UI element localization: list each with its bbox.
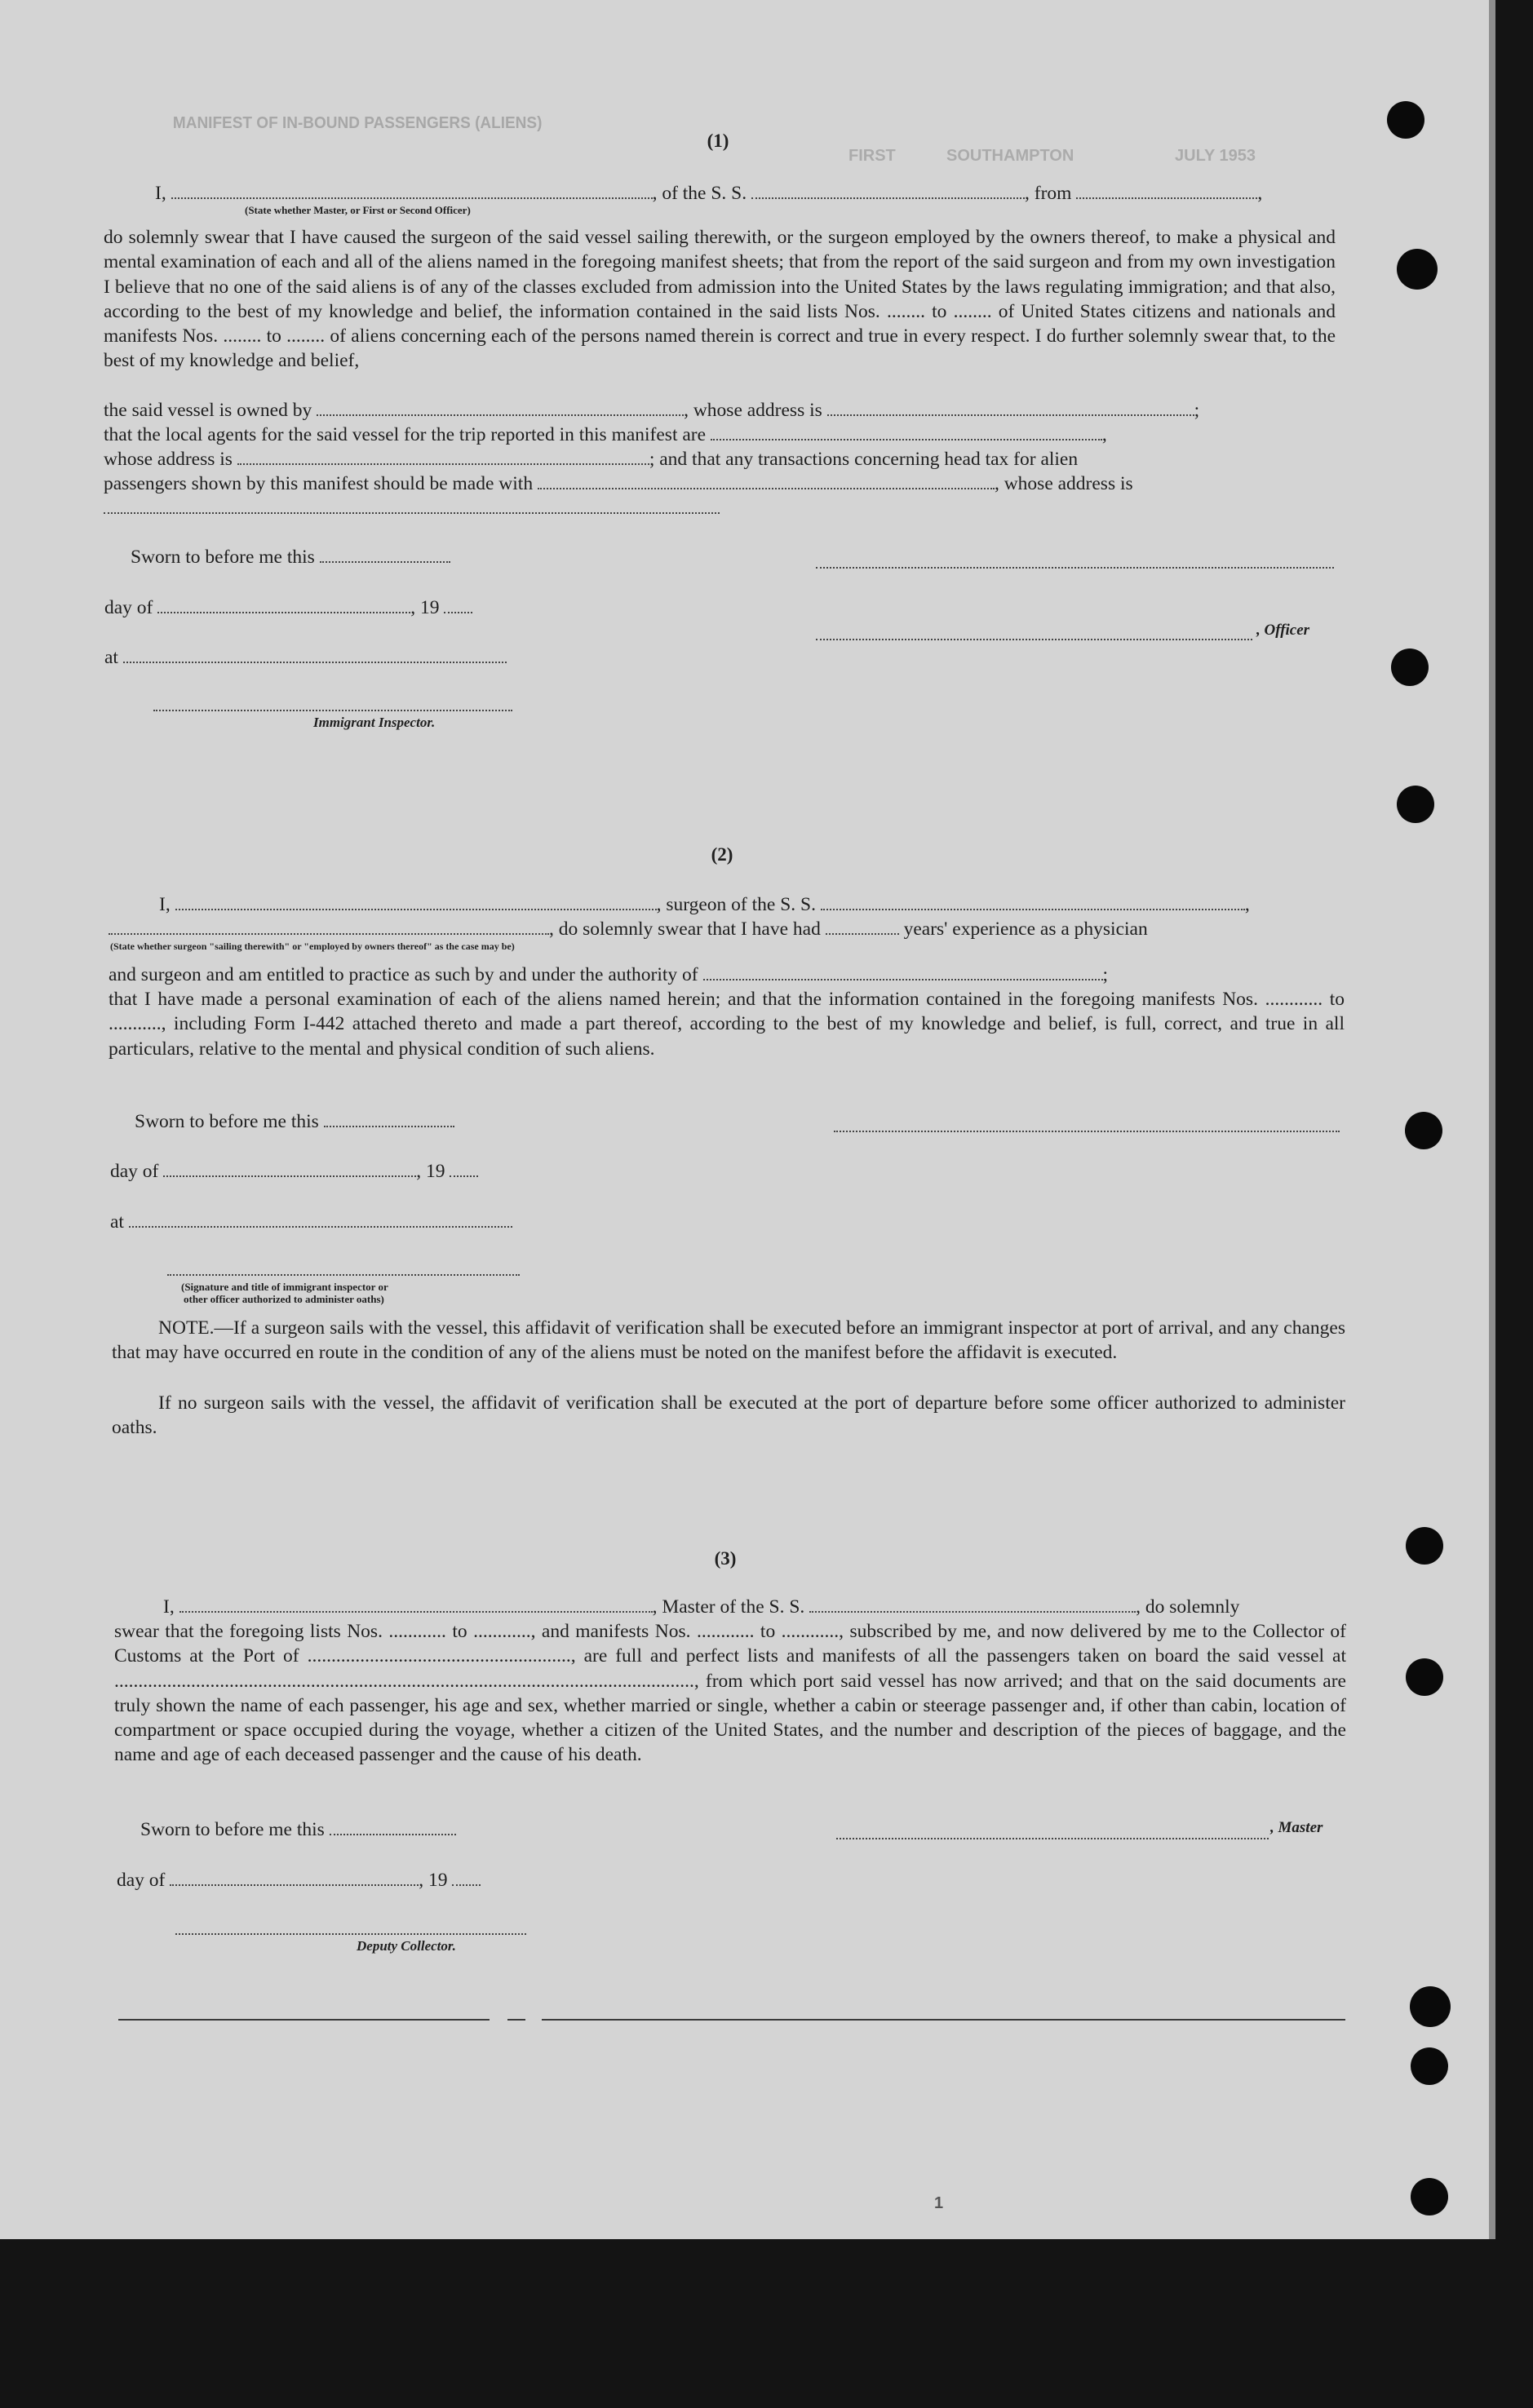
s1-from-field[interactable] [1076, 183, 1257, 199]
s2-line-2 [109, 917, 1148, 941]
s3-body [114, 1619, 1346, 1768]
s3-sworn-date-field[interactable] [330, 1819, 456, 1835]
s3-line-1 [163, 1595, 1239, 1619]
s1-headtax-line [104, 471, 1133, 496]
s1-headtax-field[interactable] [538, 473, 995, 489]
s2-note-1-text: NOTE.—If a surgeon sails with the vessel, this affidavit of verification shall be executed before an immigrant inspector at port of arrival, and any changes that may have occurred en route in the condition of any of the aliens must be noted on the manifest before the affidavit is executed. [112, 1317, 1345, 1364]
s1-officer-label: , Officer [1256, 622, 1310, 639]
s1-at-field[interactable] [123, 647, 507, 663]
s1-at [104, 645, 507, 670]
s1-address-line [104, 447, 1078, 471]
s1-agents-address-field[interactable] [237, 449, 649, 465]
s3-day-field[interactable] [170, 1870, 419, 1886]
s1-body [104, 225, 1336, 374]
punch-hole [1397, 249, 1438, 290]
punch-hole [1406, 1658, 1443, 1696]
s2-l1-c: , [1244, 894, 1250, 915]
s2-sworn-label: Sworn to before me this [135, 1111, 319, 1132]
s1-head-b: , whose address is [994, 473, 1133, 494]
s2-day [110, 1159, 478, 1184]
punch-hole [1397, 786, 1434, 823]
s3-sworn-label: Sworn to before me this [140, 1819, 325, 1840]
s1-owner-address-field[interactable] [827, 400, 1194, 416]
s2-l1-a: I, [159, 894, 171, 915]
s1-owned-c: ; [1194, 400, 1200, 421]
bottom-rule-dash [507, 2019, 525, 2021]
s2-line-1 [159, 892, 1250, 917]
s2-auth-b: ; [1102, 964, 1109, 985]
s1-l1-c: , from [1025, 183, 1072, 204]
s1-vessel-field[interactable] [751, 183, 1025, 199]
s1-l1-d: , [1257, 183, 1263, 204]
s3-collector-signature-field[interactable] [175, 1933, 526, 1935]
s1-l1-b: , of the S. S. [652, 183, 747, 204]
s1-owned-b: , whose address is [684, 400, 822, 421]
s2-status-field[interactable] [109, 918, 549, 935]
s1-day [104, 595, 472, 620]
s3-master-signature-field[interactable] [836, 1838, 1269, 1839]
punch-hole [1406, 1527, 1443, 1565]
s1-at-label: at [104, 647, 118, 668]
s3-day-label: day of [117, 1870, 166, 1891]
s1-day-label: day of [104, 597, 153, 618]
s3-year-field[interactable] [452, 1870, 481, 1886]
s2-l2-b: years' experience as a physician [903, 918, 1148, 940]
s1-inspector-signature-field[interactable] [153, 710, 512, 711]
s2-note-2 [112, 1391, 1345, 1441]
s3-l1-a: I, [163, 1596, 175, 1618]
s1-master-field[interactable] [171, 183, 653, 199]
punch-hole [1391, 648, 1429, 686]
s2-sig-note-1: (Signature and title of immigrant inspector or [181, 1281, 388, 1293]
s2-year-field[interactable] [450, 1161, 478, 1177]
s1-sworn-label: Sworn to before me this [131, 547, 315, 568]
s2-year-label: , 19 [416, 1161, 445, 1182]
s2-day-field[interactable] [163, 1161, 416, 1177]
section-1-number: (1) [707, 131, 729, 151]
bottom-rule-right [542, 2019, 1345, 2021]
s2-body-text: that I have made a personal examination of each of the aliens named herein; and that the information contained in the foregoing manifests Nos. ............ to ..........., including Form I-442 attached thereto and made a part thereof, according to the best of my knowledge and belief, is full, correct, and true in all particulars, relative to the mental and physical condition of such aliens. [109, 989, 1345, 1060]
s1-line-1 [155, 181, 1262, 206]
s2-inspector-signature-field[interactable] [167, 1274, 520, 1276]
bottom-rule-left [118, 2019, 490, 2021]
s3-day [117, 1868, 481, 1892]
s3-master-label: , Master [1270, 1819, 1323, 1836]
faint-header-title: MANIFEST OF IN-BOUND PASSENGERS (ALIENS) [172, 114, 543, 132]
s3-l1-b: , Master of the S. S. [652, 1596, 805, 1618]
s1-officer-name-field[interactable] [816, 567, 1334, 569]
s1-owned-line [104, 398, 1199, 423]
s2-surgeon-signature-field[interactable] [834, 1131, 1340, 1132]
s1-addr-b: ; and that any transactions concerning head tax for alien [649, 449, 1079, 470]
s2-status-note: (State whether surgeon "sailing therewith" or "employed by owners thereof" as the case may be) [110, 941, 515, 952]
s2-day-label: day of [110, 1161, 159, 1182]
s2-body [109, 987, 1345, 1061]
s1-headtax-address-field[interactable] [104, 512, 720, 514]
punch-hole [1410, 1986, 1451, 2027]
s1-addr-a: whose address is [104, 449, 233, 470]
s1-head-a: passengers shown by this manifest should be made with [104, 473, 534, 494]
s3-master-name-field[interactable] [179, 1596, 653, 1613]
s2-l1-b: , surgeon of the S. S. [656, 894, 816, 915]
section-2-number: (2) [711, 844, 733, 865]
s2-sig-note-2: other officer authorized to administer oaths) [184, 1293, 384, 1305]
s2-l2-a: , do solemnly swear that I have had [549, 918, 821, 940]
s1-master-note: (State whether Master, or First or Second Officer) [245, 204, 471, 216]
s2-auth-a: and surgeon and am entitled to practice as such by and under the authority of [109, 964, 698, 985]
s2-note-1 [112, 1316, 1345, 1366]
faint-header-port: SOUTHAMPTON [946, 147, 1074, 165]
punch-hole [1387, 101, 1424, 139]
s3-body-text: swear that the foregoing lists Nos. ............ to ............, and manifests Nos. ............ to ............, subscribed by me, and now delivered by me to the Collector of Customs at the Port of ......................................................., are full and perfect lists and manifests of all the passengers taken on board the said vessel at ........................................................................................................................., from which port said vessel has now arrived; and that on the said documents are truly shown the name of each passenger, his age and sex, whether married or single, whether a cabin or steerage passenger and, if other than cabin, location of compartment or space occupied during the voyage, whether a citizen of the United States, and the number and description of the pieces of baggage, and the name and age of each deceased passenger and the cause of his death. [114, 1621, 1346, 1766]
s2-sworn-date-field[interactable] [324, 1111, 454, 1127]
faint-header-date: JULY 1953 [1175, 147, 1256, 165]
s1-inspector-label: Immigrant Inspector. [313, 715, 436, 730]
s2-authority-line [109, 963, 1108, 987]
s1-year-field[interactable] [444, 597, 472, 613]
s1-owned-a: the said vessel is owned by [104, 400, 312, 421]
s1-agents-line [104, 423, 1107, 447]
punch-hole [1411, 2178, 1448, 2215]
scan-edge [1489, 0, 1495, 2239]
s1-body-text: do solemnly swear that I have caused the surgeon of the said vessel sailing therewith, or the surgeon employed by the owners thereof, to make a physical and mental examination of each and all of the aliens named in the foregoing manifest sheets; that from the report of the said surgeon and from my own investigation I believe that no one of the said aliens is of any of the classes excluded from admission into the United States by the laws regulating immigration; and that also, according to the best of my knowledge and belief, the information contained in the said lists Nos. ........ to ........ of United States citizens and nationals and manifests Nos. ........ to ........ of aliens concerning each of the persons named therein is correct and true in every respect. I do further solemnly swear that, to the best of my knowledge and belief, [104, 227, 1336, 372]
s1-sworn [131, 545, 450, 569]
punch-hole [1405, 1112, 1442, 1149]
s1-agents-a: that the local agents for the said vessel for the trip reported in this manifest are [104, 424, 707, 445]
s2-sworn [135, 1109, 454, 1134]
s1-owner-field[interactable] [317, 400, 684, 416]
s1-agents-b: , [1101, 424, 1107, 445]
s3-vessel-field[interactable] [809, 1596, 1136, 1613]
s3-l1-c: , do solemnly [1136, 1596, 1240, 1618]
faint-header-class: FIRST [848, 147, 896, 165]
s2-authority-field[interactable] [703, 964, 1103, 980]
s1-sworn-date-field[interactable] [320, 547, 450, 563]
s3-collector-label: Deputy Collector. [357, 1938, 456, 1954]
page-mark: 1 [934, 2194, 944, 2212]
s1-agents-field[interactable] [711, 424, 1102, 440]
s2-note-2-text: If no surgeon sails with the vessel, the affidavit of verification shall be executed at the port of departure before some officer authorized to administer oaths. [112, 1392, 1345, 1439]
s2-vessel-field[interactable] [821, 894, 1245, 910]
s3-sworn [140, 1817, 456, 1842]
s2-at-label: at [110, 1211, 124, 1233]
s2-surgeon-name-field[interactable] [175, 894, 657, 910]
s1-year-label: , 19 [410, 597, 440, 618]
s1-officer-signature-field[interactable] [816, 639, 1252, 640]
s2-years-field[interactable] [826, 918, 899, 935]
section-3-number: (3) [714, 1548, 737, 1569]
s1-l1-a: I, [155, 183, 166, 204]
s2-at-field[interactable] [129, 1211, 512, 1228]
s1-day-field[interactable] [157, 597, 410, 613]
s2-at [110, 1210, 512, 1234]
punch-hole [1411, 2047, 1448, 2085]
s3-year-label: , 19 [419, 1870, 448, 1891]
